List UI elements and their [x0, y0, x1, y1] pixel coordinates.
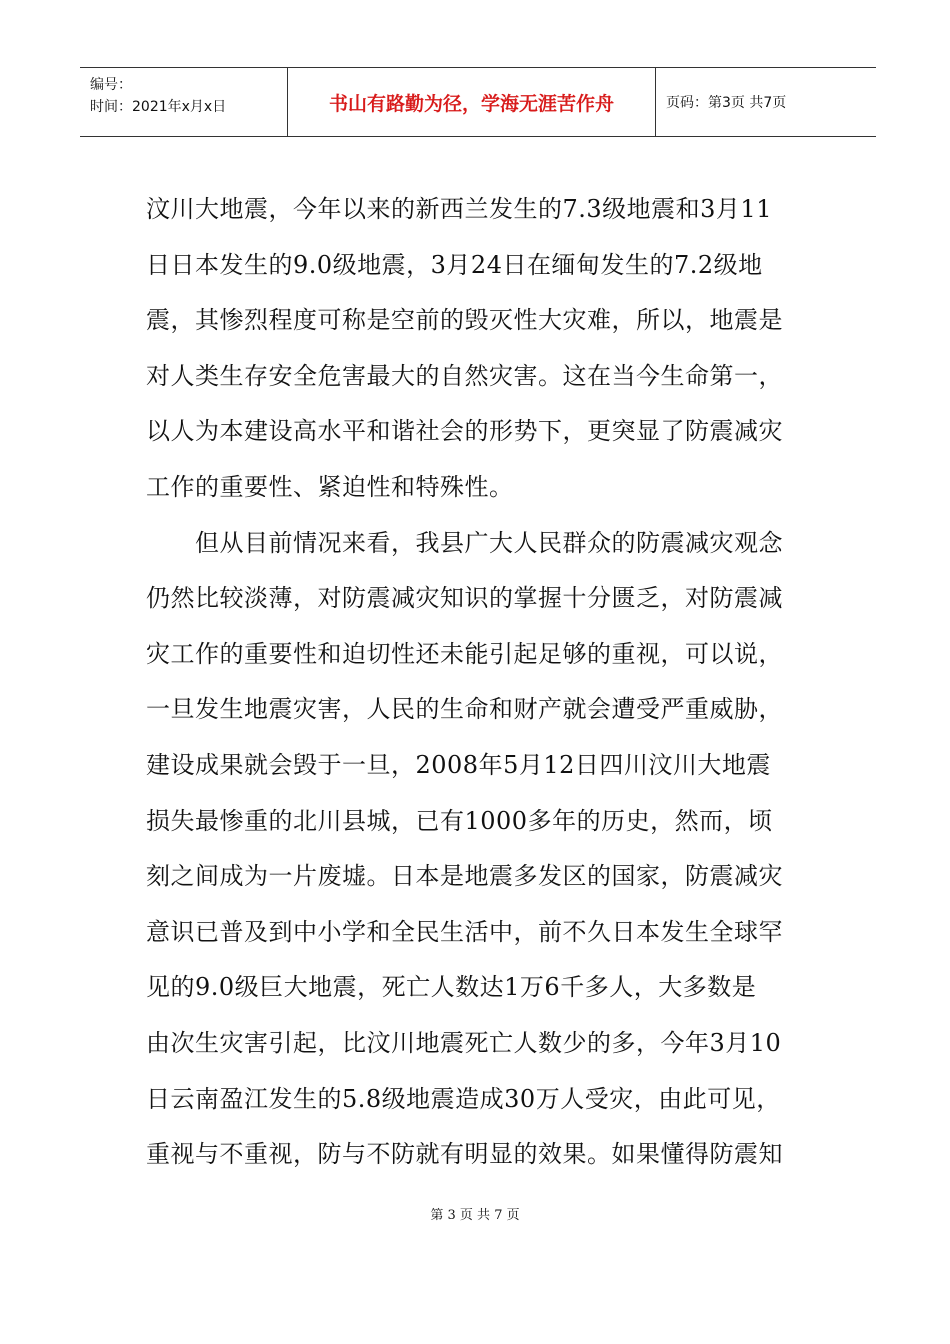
body-line: 日云南盈江发生的5.8级地震造成30万人受灾，由此可见，: [146, 1084, 781, 1113]
body-line: 仍然比较淡薄，对防震减灾知识的掌握十分匮乏，对防震减: [146, 584, 783, 613]
body-line: 灾工作的重要性和迫切性还未能引起足够的重视，可以说，: [146, 639, 783, 668]
body-line: 日日本发生的9.0级地震，3月24日在缅甸发生的7.2级地: [146, 250, 763, 279]
body-line: 意识已普及到中小学和全民生活中，前不久日本发生全球罕: [146, 917, 783, 946]
body-line: 汶川大地震，今年以来的新西兰发生的7.3级地震和3月11: [146, 195, 772, 223]
body-line: 由次生灾害引起，比汶川地震死亡人数少的多，今年3月10: [146, 1028, 782, 1057]
header-page-code: 页码：第3页 共7页: [666, 95, 787, 111]
number-label: 编号：: [90, 77, 132, 93]
time-label: 时间：2021年x月x日: [90, 99, 227, 115]
body-line: 对人类生存安全危害最大的自然灾害。这在当今生命第一，: [146, 361, 783, 390]
body-line: 刻之间成为一片废墟。日本是地震多发区的国家，防震减灾: [146, 862, 783, 891]
body-line: 以人为本建设高水平和谐社会的形势下，更突显了防震减灾: [146, 417, 783, 446]
page-header: [80, 67, 876, 137]
header-motto: 书山有路勤为径，学海无涯苦作舟: [288, 68, 656, 136]
header-meta: [80, 68, 288, 136]
body-line: 损失最惨重的北川县城，已有1000多年的历史，然而，顷: [146, 806, 773, 835]
body-line: 建设成果就会毁于一旦，2008年5月12日四川汶川大地震: [146, 750, 771, 779]
body-line: 一旦发生地震灾害，人民的生命和财产就会遭受严重威胁，: [146, 695, 783, 724]
body-line: 震，其惨烈程度可称是空前的毁灭性大灾难，所以，地震是: [146, 306, 783, 335]
body-line: 见的9.0级巨大地震，死亡人数达1万6千多人，大多数是: [146, 973, 757, 1002]
body-line: 工作的重要性、紧迫性和特殊性。: [146, 472, 514, 501]
body-line: 重视与不重视，防与不防就有明显的效果。如果懂得防震知: [146, 1140, 783, 1169]
body-line: 但从目前情况来看，我县广大人民群众的防震减灾观念: [146, 528, 783, 557]
document-body: [146, 185, 820, 1186]
page-footer: 第 3 页 共 7 页: [430, 1208, 520, 1223]
